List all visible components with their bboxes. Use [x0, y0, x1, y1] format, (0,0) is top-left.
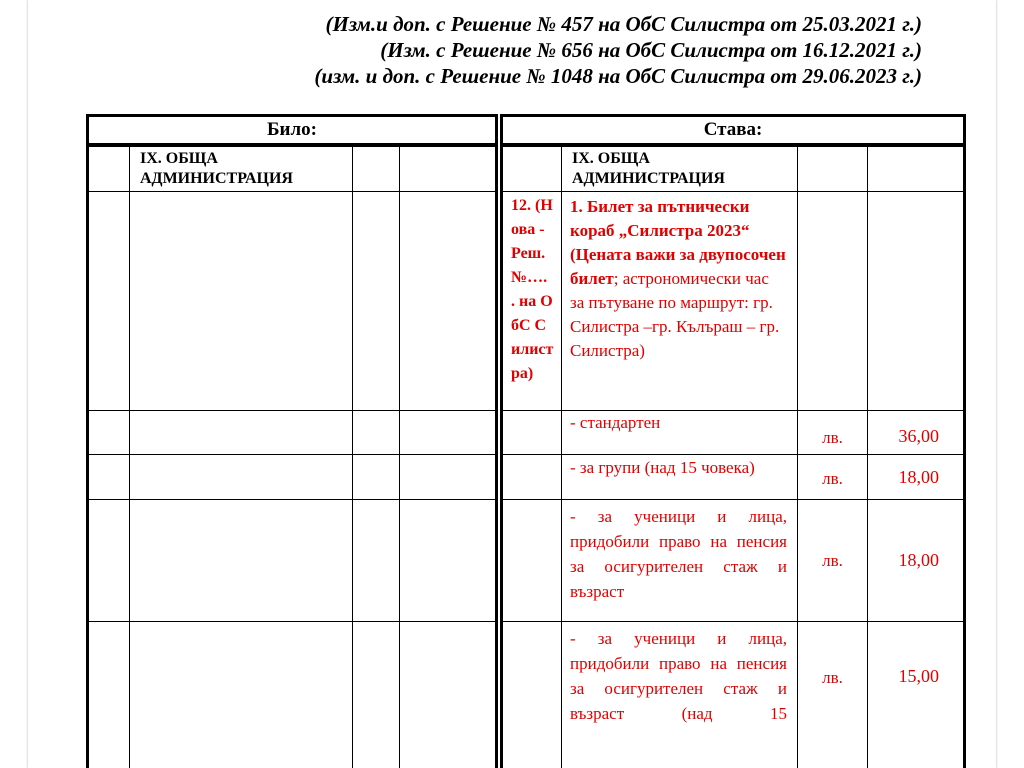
left-price-cell: [399, 191, 498, 411]
amendment-note-2: (Изм. с Решение № 656 на ОбС Силистра от 16.12.2021 г.): [380, 38, 922, 62]
right-unit-cell: [797, 146, 868, 192]
header-stava: Става:: [500, 114, 966, 146]
item-tail: ; астрономически час за пътуване по маршрут: гр. Силистра –гр. Кълъраш – гр. Силистра): [570, 269, 780, 360]
row-desc: - за групи (над 15 човека): [561, 454, 798, 500]
amendment-note-1: (Изм.и доп. с Решение № 457 на ОбС Силистра от 25.03.2021 г.): [325, 12, 922, 36]
row-desc-continuation: [561, 725, 798, 768]
row-price: 18,00: [867, 454, 966, 500]
right-num-cell: [500, 621, 562, 768]
amendment-note-3: (изм. и доп. с Решение № 1048 на ОбС Силистра от 29.06.2023 г.): [314, 64, 922, 88]
left-desc-cell: [129, 621, 353, 768]
right-price-cell: [867, 146, 966, 192]
left-desc-cell: [129, 454, 353, 500]
row-desc: - за ученици и лица, придобили право на пенсия за осигурителен стаж и възраст (над 15: [561, 621, 798, 726]
row-unit: лв.: [797, 499, 868, 622]
section-title-left: IX. ОБЩА АДМИНИСТРАЦИЯ: [129, 146, 353, 192]
left-unit-cell: [352, 191, 400, 411]
row-price: 15,00: [867, 621, 966, 768]
right-price-cell: [867, 191, 966, 411]
left-unit-cell: [352, 454, 400, 500]
left-desc-cell: [129, 191, 353, 411]
row-unit: лв.: [797, 621, 868, 768]
right-num-cell: [500, 499, 562, 622]
row-desc: - за ученици и лица, придобили право на пенсия за осигурителен стаж и възраст: [561, 499, 798, 622]
section-title-right: IX. ОБЩА АДМИНИСТРАЦИЯ: [561, 146, 798, 192]
item-description: [561, 191, 798, 411]
left-unit-cell: [352, 146, 400, 192]
left-num-cell: [86, 621, 130, 768]
left-num-cell: [86, 499, 130, 622]
left-price-cell: [399, 454, 498, 500]
left-desc-cell: [129, 499, 353, 622]
row-price: 36,00: [867, 410, 966, 455]
left-desc-cell: [129, 410, 353, 455]
item-title: 1. Билет за пътнически кораб „Силистра 2023“ (Цената важи за двупосочен билет: [570, 197, 786, 288]
left-price-cell: [399, 410, 498, 455]
left-price-cell: [399, 146, 498, 192]
right-num-cell: [500, 454, 562, 500]
row-desc: - стандартен: [561, 410, 798, 455]
left-unit-cell: [352, 410, 400, 455]
document-page: [28, 0, 996, 768]
left-num-cell: [86, 191, 130, 411]
left-price-cell: [399, 499, 498, 622]
row-price: 18,00: [867, 499, 966, 622]
row-unit: лв.: [797, 454, 868, 500]
left-num-cell: [86, 454, 130, 500]
left-num-cell: [86, 146, 130, 192]
right-num-cell: [500, 410, 562, 455]
left-unit-cell: [352, 499, 400, 622]
left-price-cell: [399, 621, 498, 768]
item-number: 12. (Нова - Реш. №…. . на ОбС Силистра): [500, 191, 562, 411]
header-bilo: Било:: [86, 114, 498, 146]
left-unit-cell: [352, 621, 400, 768]
right-num-cell: [500, 146, 562, 192]
right-unit-cell: [797, 191, 868, 411]
left-num-cell: [86, 410, 130, 455]
row-unit: лв.: [797, 410, 868, 455]
